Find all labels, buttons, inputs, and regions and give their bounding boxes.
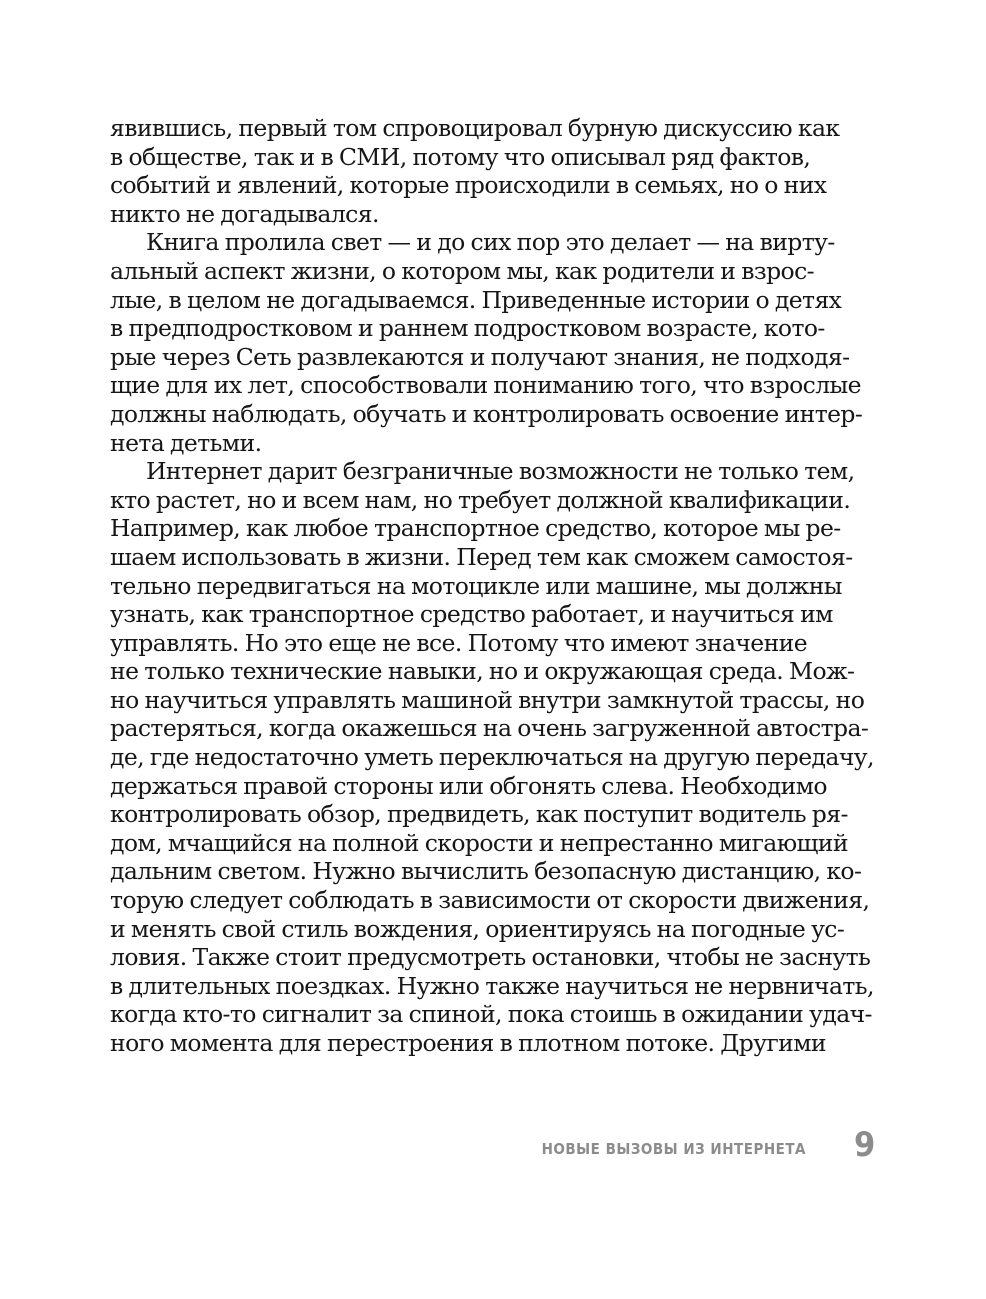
text-line: но научиться управлять машиной внутри замкнутой трассы, но xyxy=(110,685,865,714)
text-line: нета детьми. xyxy=(110,428,262,457)
text-line: шаем использовать в жизни. Перед тем как сможем самостоя- xyxy=(110,542,853,571)
running-head: НОВЫЕ ВЫЗОВЫ ИЗ ИНТЕРНЕТА xyxy=(541,1140,806,1158)
text-line: контролировать обзор, предвидеть, как поступит водитель ря- xyxy=(110,800,848,829)
text-line: держаться правой стороны или обгонять слева. Необходимо xyxy=(110,771,827,800)
text-line: никто не догадывался. xyxy=(110,199,379,228)
text-line: событий и явлений, которые происходили в семьях, но о них xyxy=(110,171,827,200)
text-line: должны наблюдать, обучать и контролировать освоение интер- xyxy=(110,399,863,428)
text-line: торую следует соблюдать в зависимости от скорости движения, xyxy=(110,886,870,915)
text-line: ловия. Также стоит предусмотреть остановки, чтобы не заснуть xyxy=(110,943,871,972)
text-line: тельно передвигаться на мотоцикле или машине, мы должны xyxy=(110,571,842,600)
text-line: в длительных поездках. Нужно также научиться не нервничать, xyxy=(110,971,874,1000)
text-line: не только технические навыки, но и окружающая среда. Мож- xyxy=(110,657,855,686)
text-line: лые, в целом не догадываемся. Приведенные истории о детях xyxy=(110,285,842,314)
text-line: и менять свой стиль вождения, ориентируясь на погодные ус- xyxy=(110,914,845,943)
page-footer xyxy=(0,1125,986,1168)
text-line: ного момента для перестроения в плотном потоке. Другими xyxy=(110,1029,826,1057)
text-line: рые через Сеть развлекаются и получают знания, не подходя- xyxy=(110,342,850,371)
text-line: дом, мчащийся на полной скорости и непрестанно мигающий xyxy=(110,828,848,857)
page-number: 9 xyxy=(854,1125,876,1165)
text-line: Книга пролила свет — и до сих пор это делает — на вирту- xyxy=(146,228,835,257)
text-line: де, где недостаточно уметь переключаться на другую передачу, xyxy=(110,743,874,772)
body-text xyxy=(110,114,874,1058)
text-line: Интернет дарит безграничные возможности не только тем, xyxy=(146,457,855,486)
text-line: когда кто-то сигналит за спиной, пока стоишь в ожидании удач- xyxy=(110,1000,872,1029)
text-line: Например, как любое транспортное средство, которое мы ре- xyxy=(110,514,841,543)
text-line: растеряться, когда окажешься на очень загруженной автостра- xyxy=(110,714,869,743)
text-line: кто растет, но и всем нам, но требует должной квалификации. xyxy=(110,485,851,514)
text-line: явившись, первый том спровоцировал бурную дискуссию как xyxy=(110,114,840,142)
text-line: щие для их лет, способствовали пониманию того, что взрослые xyxy=(110,371,861,400)
text-line: узнать, как транспортное средство работает, и научиться им xyxy=(110,600,833,629)
text-line: в предподростковом и раннем подростковом возрасте, кото- xyxy=(110,314,825,343)
text-line: управлять. Но это еще не все. Потому что имеют значение xyxy=(110,628,808,657)
text-line: в обществе, так и в СМИ, потому что описывал ряд фактов, xyxy=(110,142,811,171)
text-line: дальним светом. Нужно вычислить безопасную дистанцию, ко- xyxy=(110,857,862,886)
text-line: альный аспект жизни, о котором мы, как родители и взрос- xyxy=(110,256,814,285)
